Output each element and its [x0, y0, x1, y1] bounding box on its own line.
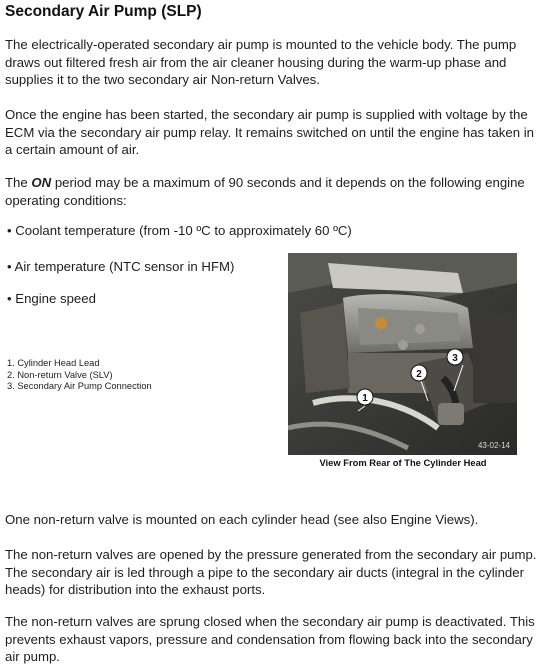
- figure-code: 43-02-14: [477, 441, 510, 450]
- callout-2: [411, 365, 427, 381]
- callout-3: [447, 349, 463, 365]
- on-period-text-end: period may be a maximum of 90 seconds and it depends on the following engine operating conditions:: [5, 175, 525, 208]
- legend-item-non-return-valve: 2. Non-return Valve (SLV): [7, 369, 113, 380]
- paragraph-engine-start: Once the engine has been started, the secondary air pump is supplied with voltage by the ECM via the secondary air pump relay. It remains switched on until the engine has taken in a certain amount of air.: [5, 107, 534, 157]
- engine-photo: [288, 253, 517, 455]
- figure-legend: [7, 358, 152, 393]
- bullet-engine-speed: • Engine speed: [7, 291, 96, 306]
- callout-1-label: 1: [362, 393, 368, 404]
- paragraph-valve-closing: The non-return valves are sprung closed when the secondary air pump is deactivated. This prevents exhaust vapors, pressure and condensation from flowing back into the secondary air pump.: [5, 614, 535, 664]
- page-title: Secondary Air Pump (SLP): [5, 3, 202, 20]
- paragraph-valve-mounting: One non-return valve is mounted on each cylinder head (see also Engine Views).: [5, 512, 479, 527]
- legend-item-pump-connection: 3. Secondary Air Pump Connection: [7, 381, 152, 392]
- on-period-text-start: The: [5, 175, 32, 190]
- callout-2-label: 2: [416, 369, 422, 380]
- bullet-coolant-temperature: • Coolant temperature (from -10 ºC to approximately 60 ºC): [7, 223, 352, 238]
- on-emphasis: ON: [31, 175, 52, 190]
- paragraph-on-period: [5, 174, 537, 209]
- paragraph-pump-description: The electrically-operated secondary air pump is mounted to the vehicle body. The pump draws out filtered fresh air from the air cleaner housing during the warm-up phase and supplies it to the two secondary air Non-return Valves.: [5, 37, 517, 87]
- callout-3-label: 3: [452, 353, 458, 364]
- legend-item-cylinder-head-lead: 1. Cylinder Head Lead: [7, 358, 100, 368]
- bullet-air-temperature: • Air temperature (NTC sensor in HFM): [7, 259, 235, 274]
- paragraph-valve-opening: The non-return valves are opened by the pressure generated from the secondary air pump. The secondary air is led through a pipe to the secondary air ducts (integral in the cylinder heads) for distribution into the exhaust ports.: [5, 547, 537, 597]
- callout-1: [357, 389, 373, 405]
- engine-photo-drawing: [288, 253, 517, 455]
- figure-caption: View From Rear of The Cylinder Head: [319, 457, 487, 468]
